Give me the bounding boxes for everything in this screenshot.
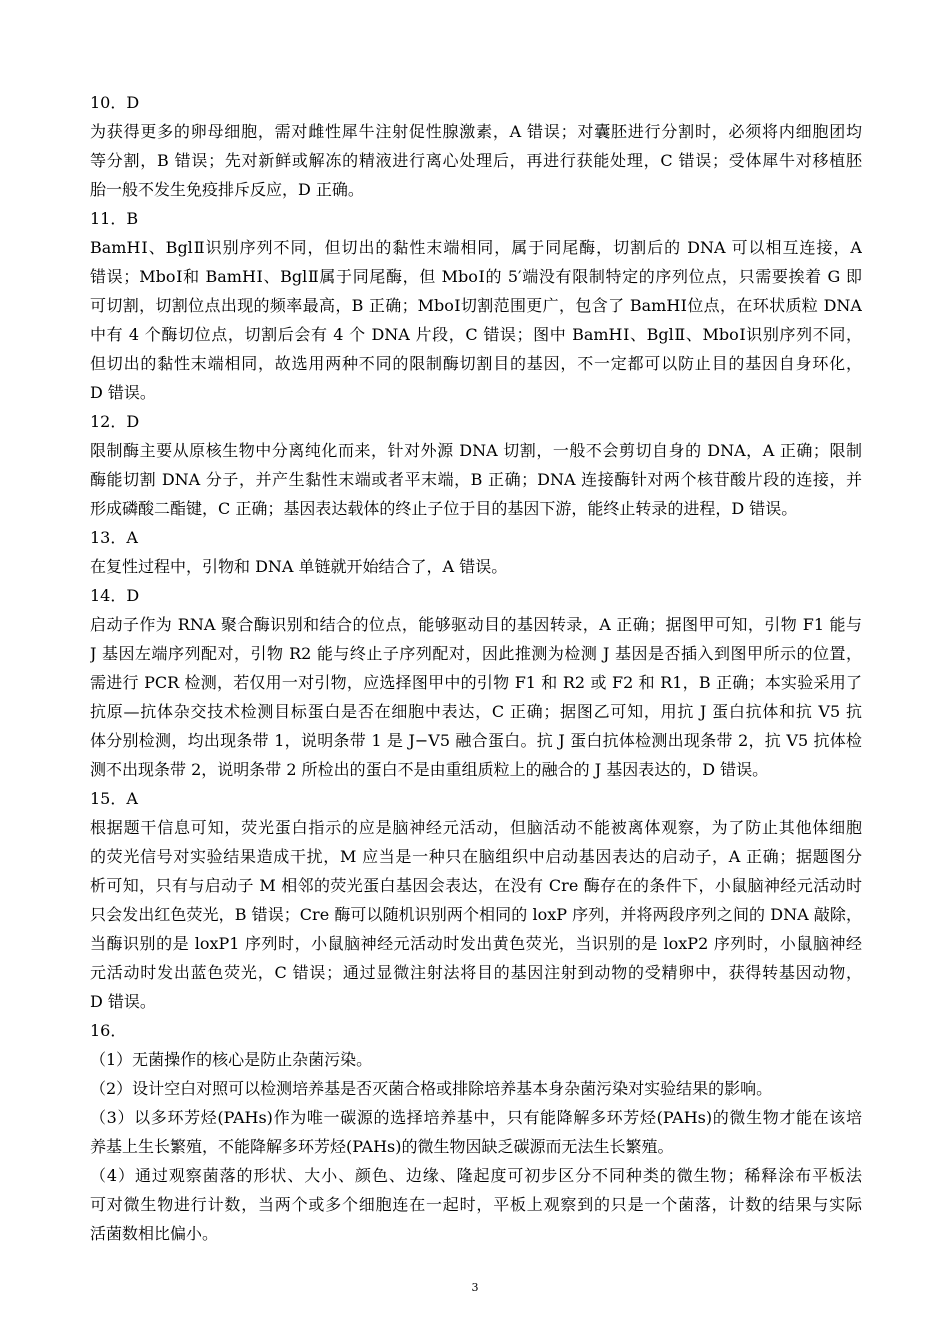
answer-number: 10．D bbox=[90, 93, 140, 112]
answer-content bbox=[90, 88, 862, 1248]
answer-line: 需进行 PCR 检测，若仅用一对引物，应选择图甲中的引物 F1 和 R2 或 F2 和 R1，B 正确；本实验采用了 bbox=[90, 673, 862, 692]
answer-line: 胎一般不发生免疫排斥反应，D 正确。 bbox=[90, 180, 364, 199]
answer-line: 可对微生物进行计数，当两个或多个细胞连在一起时，平板上观察到的只是一个菌落，计数的结果与实际 bbox=[90, 1195, 862, 1214]
answer-line: 等分割，B 错误；先对新鲜或解冻的精液进行离心处理后，再进行获能处理，C 错误；受体犀牛对移植胚 bbox=[90, 151, 862, 170]
answer-15 bbox=[90, 784, 862, 1016]
answer-line: （2）设计空白对照可以检测培养基是否灭菌合格或排除培养基本身杂菌污染对实验结果的影响。 bbox=[90, 1079, 773, 1098]
answer-line: 形成磷酸二酯键，C 正确；基因表达载体的终止子位于目的基因下游，能终止转录的进程，D 错误。 bbox=[90, 499, 798, 518]
answer-line: 活菌数相比偏小。 bbox=[90, 1224, 219, 1243]
answer-line: 元活动时发出蓝色荧光，C 错误；通过显微注射法将目的基因注射到动物的受精卵中，获得转基因动物， bbox=[90, 963, 862, 982]
answer-14 bbox=[90, 581, 862, 784]
answer-line: 当酶识别的是 loxP1 序列时，小鼠脑神经元活动时发出黄色荧光，当识别的是 loxP2 序列时，小鼠脑神经 bbox=[90, 934, 862, 953]
answer-number: 12．D bbox=[90, 412, 140, 431]
answer-line: 析可知，只有与启动子 M 相邻的荧光蛋白基因会表达，在没有 Cre 酶存在的条件下，小鼠脑神经元活动时 bbox=[90, 876, 862, 895]
answer-line: 为获得更多的卵母细胞，需对雌性犀牛注射促性腺激素，A 错误；对囊胚进行分割时，必须将内细胞团均 bbox=[90, 122, 862, 141]
page-number: 3 bbox=[471, 1281, 479, 1294]
answer-line: D 错误。 bbox=[90, 992, 156, 1011]
answer-12 bbox=[90, 407, 862, 523]
answer-line: 但切出的黏性末端相同，故选用两种不同的限制酶切割目的基因，不一定都可以防止目的基因自身环化， bbox=[90, 354, 862, 373]
answer-13 bbox=[90, 523, 862, 581]
answer-line: 启动子作为 RNA 聚合酶识别和结合的位点，能够驱动目的基因转录，A 正确；据图甲可知，引物 F1 能与 bbox=[90, 615, 862, 634]
answer-number: 11．B bbox=[90, 209, 139, 228]
answer-line: 在复性过程中，引物和 DNA 单链就开始结合了，A 错误。 bbox=[90, 557, 508, 576]
answer-line: （3）以多环芳烃(PAHs)作为唯一碳源的选择培养基中，只有能降解多环芳烃(PAHs)的微生物才能在该培 bbox=[90, 1108, 862, 1127]
answer-line: D 错误。 bbox=[90, 383, 156, 402]
answer-number: 15．A bbox=[90, 789, 138, 808]
answer-line: 错误；MboⅠ和 BamHⅠ、BglⅡ属于同尾酶，但 MboⅠ的 5′端没有限制特定的序列位点，只需要挨着 G 即 bbox=[90, 267, 862, 286]
answer-line: 测不出现条带 2，说明条带 2 所检出的蛋白不是由重组质粒上的融合的 J 基因表达的，D 错误。 bbox=[90, 760, 769, 779]
answer-number: 16． bbox=[90, 1021, 127, 1040]
answer-11 bbox=[90, 204, 862, 407]
answer-number: 13．A bbox=[90, 528, 138, 547]
answer-line: 养基上生长繁殖，不能降解多环芳烃(PAHs)的微生物因缺乏碳源而无法生长繁殖。 bbox=[90, 1137, 674, 1156]
answer-number: 14．D bbox=[90, 586, 140, 605]
answer-line: 中有 4 个酶切位点，切割后会有 4 个 DNA 片段，C 错误；图中 BamHⅠ、BglⅡ、MboⅠ识别序列不同， bbox=[90, 325, 862, 344]
answer-line: 抗原—抗体杂交技术检测目标蛋白是否在细胞中表达，C 正确；据图乙可知，用抗 J 蛋白抗体和抗 V5 抗 bbox=[90, 702, 862, 721]
answer-line: 限制酶主要从原核生物中分离纯化而来，针对外源 DNA 切割，一般不会剪切自身的 DNA，A 正确；限制 bbox=[90, 441, 862, 460]
answer-line: BamHⅠ、BglⅡ识别序列不同，但切出的黏性末端相同，属于同尾酶，切割后的 DNA 可以相互连接，A bbox=[90, 238, 862, 257]
answer-line: 体分别检测，均出现条带 1，说明条带 1 是 J−V5 融合蛋白。抗 J 蛋白抗体检测出现条带 2，抗 V5 抗体检 bbox=[90, 731, 862, 750]
answer-line: J 基因左端序列配对，引物 R2 能与终止子序列配对，因此推测为检测 J 基因是否插入到图甲所示的位置， bbox=[90, 644, 862, 663]
answer-line: 可切割，切割位点出现的频率最高，B 正确；MboⅠ切割范围更广，包含了 BamHⅠ位点，在环状质粒 DNA bbox=[90, 296, 862, 315]
answer-line: （4）通过观察菌落的形状、大小、颜色、边缘、隆起度可初步区分不同种类的微生物；稀释涂布平板法 bbox=[90, 1166, 862, 1185]
answer-line: 只会发出红色荧光，B 错误；Cre 酶可以随机识别两个相同的 loxP 序列，并将两段序列之间的 DNA 敲除， bbox=[90, 905, 862, 924]
answer-16 bbox=[90, 1016, 862, 1248]
answer-line: 的荧光信号对实验结果造成干扰，M 应当是一种只在脑组织中启动基因表达的启动子，A 正确；据题图分 bbox=[90, 847, 862, 866]
answer-line: （1）无菌操作的核心是防止杂菌污染。 bbox=[90, 1050, 373, 1069]
answer-10 bbox=[90, 88, 862, 204]
answer-line: 根据题干信息可知，荧光蛋白指示的应是脑神经元活动，但脑活动不能被离体观察，为了防止其他体细胞 bbox=[90, 818, 862, 837]
answer-line: 酶能切割 DNA 分子，并产生黏性末端或者平末端，B 正确；DNA 连接酶针对两个核苷酸片段的连接，并 bbox=[90, 470, 862, 489]
